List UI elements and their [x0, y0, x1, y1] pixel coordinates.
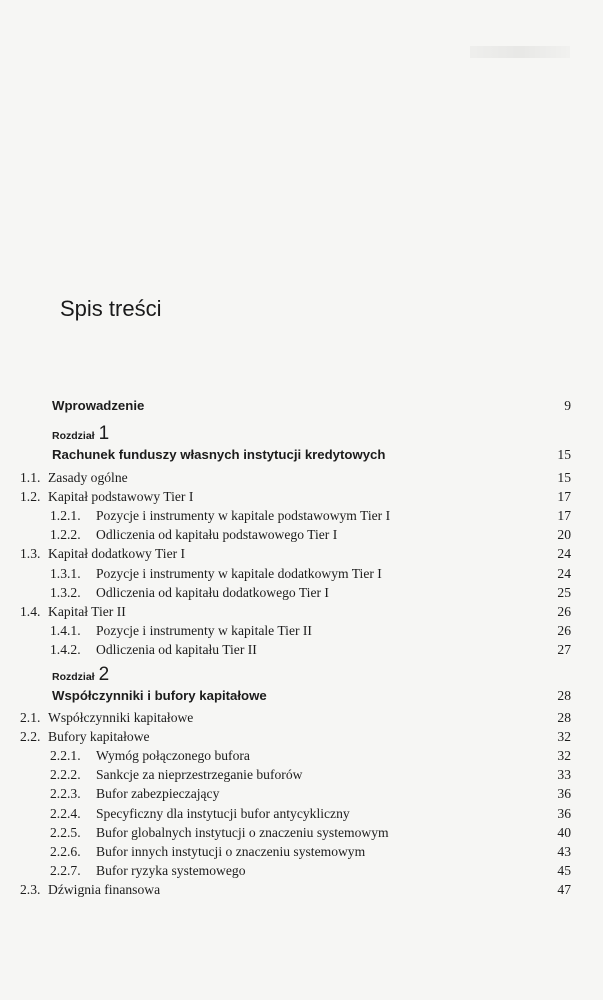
- toc-entry-page: 27: [557, 641, 571, 657]
- toc-entry-number: 1.2.2.: [50, 527, 81, 543]
- toc-entry-label: Współczynniki kapitałowe: [48, 710, 194, 725]
- toc-entry-page: 17: [557, 489, 571, 505]
- toc-entry-page: 28: [557, 710, 571, 725]
- toc-entry-number: 1.2.1.: [50, 508, 81, 524]
- toc-entry-number: 2.2.7.: [50, 862, 81, 878]
- chapter1-page: 15: [557, 447, 571, 462]
- toc-entry-number: 1.3.2.: [50, 584, 81, 600]
- chapter2-page: 28: [557, 688, 571, 703]
- toc-entry-page: 24: [557, 565, 571, 581]
- toc-entry-page: 47: [557, 881, 571, 897]
- toc-entry-label: Pozycje i instrumenty w kapitale Tier II: [96, 622, 312, 638]
- toc-entry-label: Bufory kapitałowe: [48, 729, 150, 745]
- toc-entry-label: Bufor zabezpieczający: [96, 786, 220, 802]
- toc-entry-label: Pozycje i instrumenty w kapitale dodatkowym Tier I: [96, 565, 382, 581]
- chapter1-tag: [52, 423, 109, 445]
- toc-entry-row: [0, 844, 603, 864]
- intro-page: 9: [564, 398, 571, 413]
- toc-entry-page: 26: [557, 603, 571, 619]
- toc-entry-row: [0, 767, 603, 787]
- toc-entry-row: [0, 710, 603, 730]
- toc-entry-row: [0, 604, 603, 624]
- toc-entry-row: [0, 489, 603, 509]
- toc-entry-label: Kapitał podstawowy Tier I: [48, 489, 194, 505]
- toc-entry-page: 45: [557, 862, 571, 878]
- toc-entry-row: [0, 748, 603, 768]
- toc-entry-number: 2.2.5.: [50, 824, 81, 840]
- toc-entry-label: Bufor ryzyka systemowego: [96, 862, 246, 878]
- toc-entry-page: 43: [557, 843, 571, 859]
- toc-entry-number: 1.1.: [20, 470, 41, 485]
- toc-entry-label: Specyficzny dla instytucji bufor antycykliczny: [96, 805, 350, 821]
- toc-entry-page: 32: [557, 729, 571, 745]
- toc-entry-page: 20: [557, 527, 571, 543]
- chapter1-tag-label: Rozdział: [52, 430, 95, 442]
- toc-entry-row: [0, 863, 603, 883]
- toc-entry-row: [0, 806, 603, 826]
- toc-entry-number: 2.1.: [20, 710, 41, 725]
- toc-entry-row: [0, 786, 603, 806]
- toc-entry-row: [0, 729, 603, 749]
- toc-entry-label: Dźwignia finansowa: [48, 881, 161, 897]
- chapter1-title: Rachunek funduszy własnych instytucji kredytowych: [52, 447, 386, 462]
- toc-entry-number: 2.3.: [20, 881, 41, 897]
- chapter2-title-row: [0, 688, 603, 708]
- toc-entry-number: 1.2.: [20, 489, 41, 505]
- chapter2-tag-label: Rozdział: [52, 671, 95, 683]
- toc-entry-label: Pozycje i instrumenty w kapitale podstawowym Tier I: [96, 508, 391, 524]
- toc-entry-page: 24: [557, 546, 571, 562]
- toc-entry-row: [0, 508, 603, 528]
- toc-entry-label: Bufor globalnych instytucji o znaczeniu systemowym: [96, 824, 389, 840]
- toc-entry-row: [0, 585, 603, 605]
- chapter2-tag: [52, 664, 109, 686]
- chapter2-number: 2: [98, 664, 110, 685]
- toc-entry-number: 1.4.1.: [50, 622, 81, 638]
- toc-entry-label: Odliczenia od kapitału dodatkowego Tier I: [96, 584, 329, 600]
- toc-entry-number: 1.3.1.: [50, 565, 81, 581]
- toc-entry-row: [0, 470, 603, 490]
- chapter1-number: 1: [98, 423, 110, 444]
- toc-entry-page: 36: [557, 805, 571, 821]
- chapter1-title-row: [0, 447, 603, 467]
- toc-entry-row: [0, 623, 603, 643]
- show-through-mark: [470, 46, 570, 58]
- toc-entry-page: 17: [557, 508, 571, 524]
- toc-entry-row: [0, 566, 603, 586]
- toc-title: Spis treści: [60, 296, 162, 321]
- toc-entry-label: Zasady ogólne: [48, 470, 128, 485]
- toc-entry-number: 2.2.3.: [50, 786, 81, 802]
- toc-entry-page: 32: [557, 748, 571, 764]
- toc-entry-row: [0, 642, 603, 662]
- toc-entry-label: Kapitał Tier II: [48, 603, 126, 619]
- toc-row-intro: [0, 398, 603, 418]
- toc-entry-number: 2.2.: [20, 729, 41, 745]
- toc-entry-number: 1.4.2.: [50, 641, 81, 657]
- toc-entry-row: [0, 527, 603, 547]
- toc-entry-number: 2.2.6.: [50, 843, 81, 859]
- toc-entry-number: 2.2.4.: [50, 805, 81, 821]
- chapter2-title: Współczynniki i bufory kapitałowe: [52, 688, 267, 703]
- toc-entry-row: [0, 546, 603, 566]
- toc-entry-page: 40: [557, 824, 571, 840]
- toc-entry-row: [0, 825, 603, 845]
- toc-entry-number: 2.2.2.: [50, 767, 81, 783]
- toc-entry-label: Odliczenia od kapitału Tier II: [96, 641, 257, 657]
- toc-entry-label: Sankcje za nieprzestrzeganie buforów: [96, 767, 303, 783]
- toc-entry-label: Wymóg połączonego bufora: [96, 748, 250, 764]
- intro-label: Wprowadzenie: [52, 398, 145, 413]
- toc-entry-number: 2.2.1.: [50, 748, 81, 764]
- toc-entry-label: Kapitał dodatkowy Tier I: [48, 546, 186, 562]
- toc-entry-number: 1.4.: [20, 603, 41, 619]
- toc-entry-number: 1.3.: [20, 546, 41, 562]
- toc-entry-label: Odliczenia od kapitału podstawowego Tier I: [96, 527, 338, 543]
- toc-entry-page: 15: [557, 470, 571, 485]
- toc-entry-label: Bufor innych instytucji o znaczeniu systemowym: [96, 843, 366, 859]
- toc-entry-page: 26: [557, 622, 571, 638]
- toc-entry-row: [0, 882, 603, 902]
- toc-entry-page: 25: [557, 584, 571, 600]
- toc-entry-page: 33: [557, 767, 571, 783]
- toc-entry-page: 36: [557, 786, 571, 802]
